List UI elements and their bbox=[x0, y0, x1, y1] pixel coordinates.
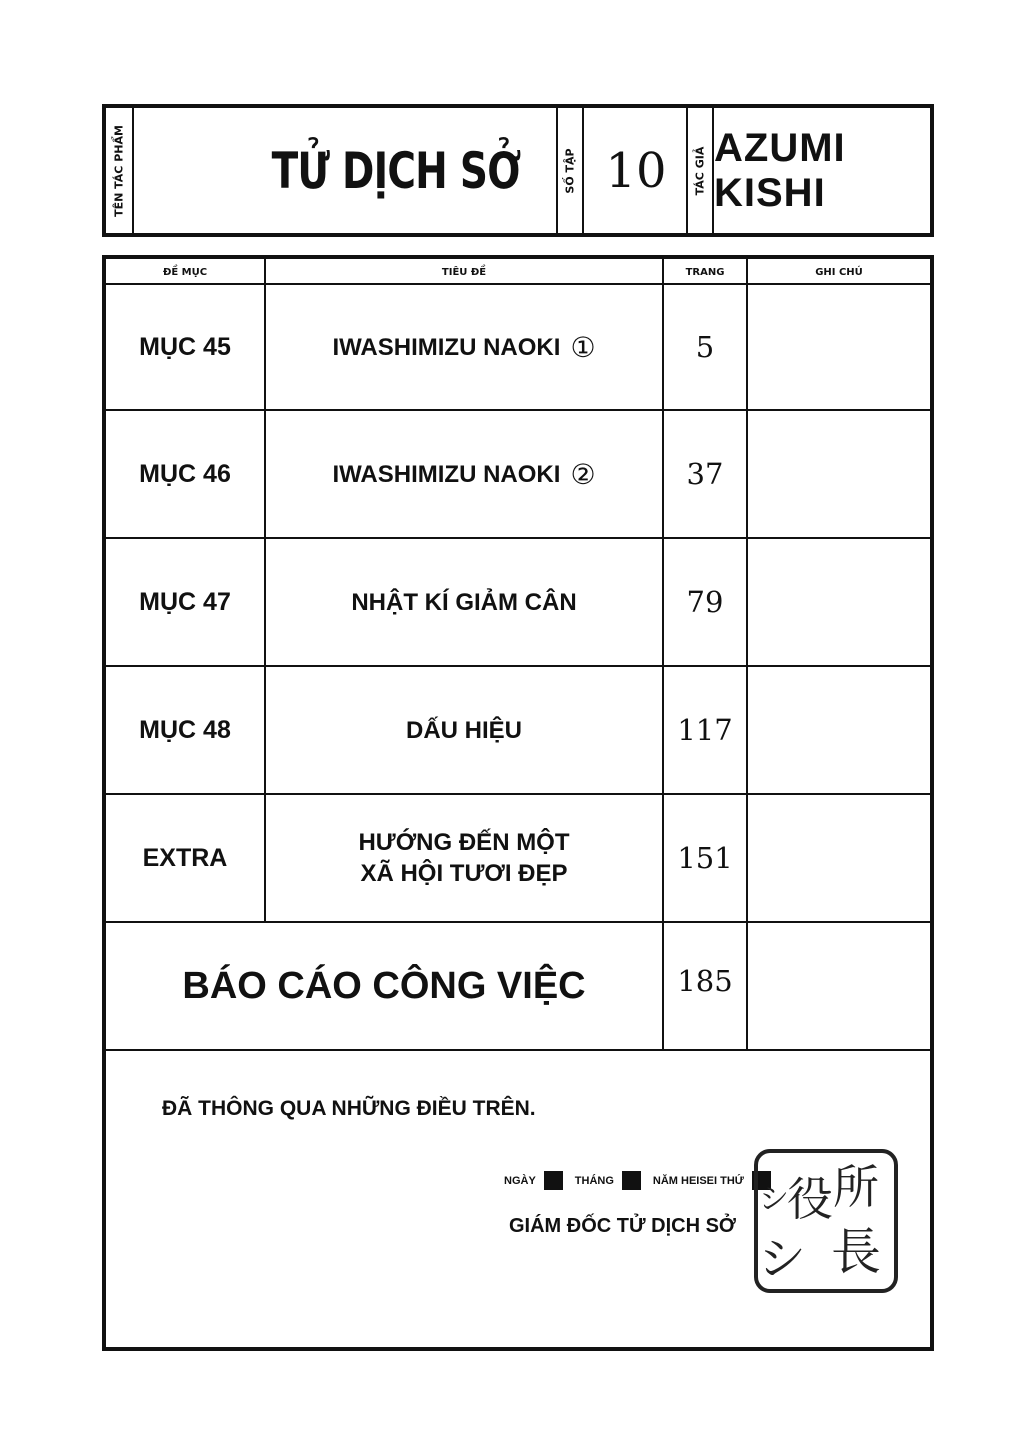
title-cell bbox=[266, 795, 662, 921]
column-divider bbox=[746, 259, 748, 1049]
volume-label: SỐ TẬP bbox=[563, 147, 577, 194]
author-name: AZUMI KISHI bbox=[714, 125, 846, 215]
title-line: XÃ HỘI TƯƠI ĐẸP bbox=[360, 860, 568, 887]
title-text: IWASHIMIZU NAOKI bbox=[332, 460, 561, 488]
page-cell: 151 bbox=[677, 841, 733, 875]
redacted-box bbox=[544, 1171, 563, 1190]
seal-char: シ bbox=[759, 1182, 789, 1217]
column-header-title: TIÊU ĐỀ bbox=[441, 266, 487, 278]
series-title: TỬ DỊCH SỞ bbox=[271, 141, 521, 200]
chapter-cell: MỤC 48 bbox=[139, 715, 231, 744]
volume-number: 10 bbox=[605, 142, 667, 199]
page-cell: 5 bbox=[695, 330, 715, 364]
report-page: 185 bbox=[677, 964, 733, 998]
title-line: HƯỚNG ĐẾN MỘT bbox=[358, 829, 570, 856]
chapter-cell: MỤC 46 bbox=[139, 459, 231, 488]
official-seal-stamp bbox=[752, 1147, 900, 1295]
chapter-cell: MỤC 47 bbox=[139, 587, 231, 616]
volume-label-cell bbox=[558, 108, 584, 233]
approval-statement: ĐÃ THÔNG QUA NHỮNG ĐIỀU TRÊN. bbox=[162, 1097, 536, 1120]
seal-char: 役 bbox=[787, 1172, 833, 1226]
seal-char: 所 bbox=[833, 1160, 879, 1214]
series-label-cell bbox=[106, 108, 134, 233]
header-box bbox=[102, 104, 934, 237]
title-cell bbox=[266, 285, 662, 409]
date-line bbox=[504, 1171, 771, 1190]
page-cell: 37 bbox=[686, 457, 724, 491]
column-header-page: TRANG bbox=[685, 266, 725, 278]
author-label: TÁC GIẢ bbox=[693, 146, 707, 195]
chapter-cell: MỤC 45 bbox=[139, 332, 231, 361]
part-mark: ② bbox=[570, 457, 596, 491]
title-text: IWASHIMIZU NAOKI bbox=[332, 333, 561, 361]
page-cell: 79 bbox=[686, 585, 724, 619]
director-signature: GIÁM ĐỐC TỬ DỊCH SỞ bbox=[509, 1215, 736, 1237]
redacted-box bbox=[622, 1171, 641, 1190]
column-header-chapter: ĐỀ MỤC bbox=[162, 266, 208, 278]
title-cell: NHẬT KÍ GIẢM CÂN bbox=[351, 588, 577, 616]
part-mark: ① bbox=[570, 330, 596, 364]
series-label: TÊN TÁC PHẨM bbox=[112, 124, 126, 217]
column-header-notes: GHI CHÚ bbox=[815, 266, 863, 278]
contents-table bbox=[102, 255, 934, 1351]
seal-char: シ bbox=[757, 1231, 807, 1287]
report-title: BÁO CÁO CÔNG VIỆC bbox=[182, 964, 586, 1007]
page-cell: 117 bbox=[677, 713, 733, 747]
day-label: NGÀY bbox=[504, 1174, 536, 1187]
title-cell bbox=[266, 411, 662, 537]
author-label-cell bbox=[688, 108, 714, 233]
title-cell: DẤU HIỆU bbox=[405, 716, 522, 744]
year-label: NĂM HEISEI THỨ bbox=[652, 1174, 744, 1187]
seal-char: 長 bbox=[831, 1223, 881, 1281]
row-divider bbox=[106, 1049, 930, 1051]
chapter-cell: EXTRA bbox=[142, 843, 228, 872]
month-label: THÁNG bbox=[574, 1174, 614, 1187]
